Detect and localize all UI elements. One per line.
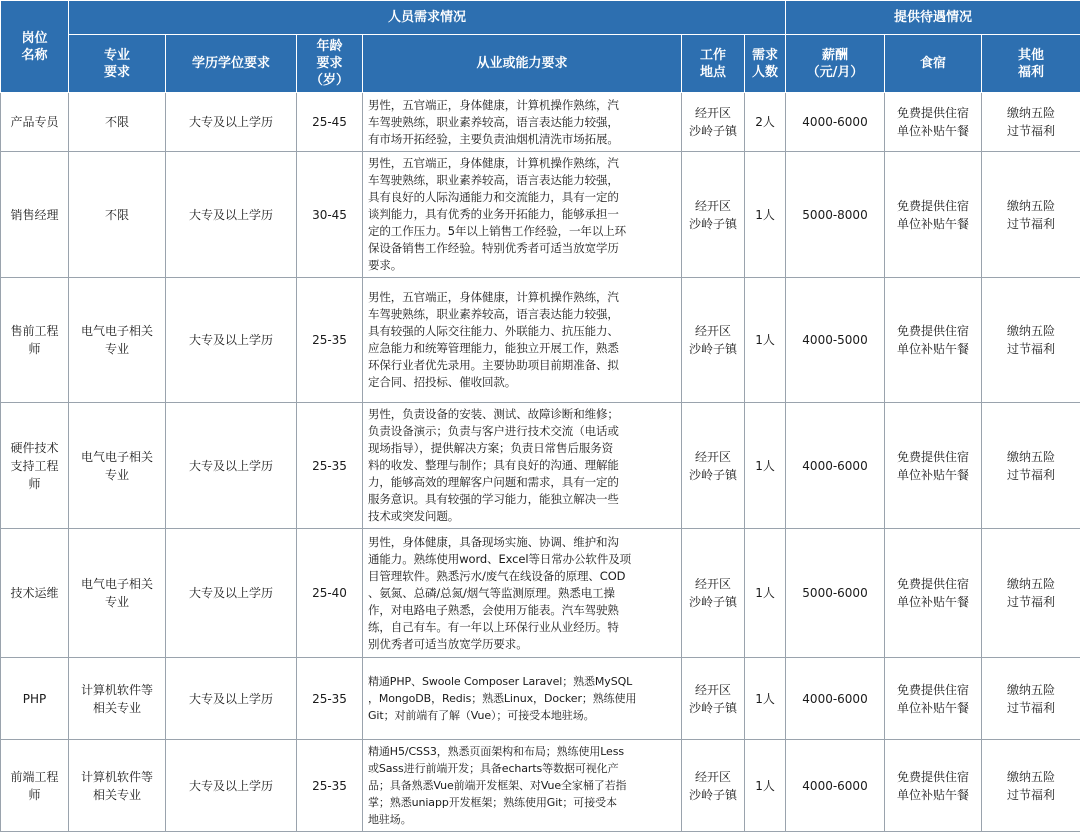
header-welfare: 其他 福利 (982, 35, 1080, 93)
welfare-cell: 缴纳五险 过节福利 (982, 529, 1080, 658)
degree-cell: 大专及以上学历 (166, 403, 297, 529)
degree-cell: 大专及以上学历 (166, 93, 297, 152)
welfare-cell: 缴纳五险 过节福利 (982, 278, 1080, 403)
major-cell: 不限 (69, 152, 166, 278)
header-position: 岗位 名称 (1, 1, 69, 93)
welfare-cell: 缴纳五险 过节福利 (982, 658, 1080, 740)
header-group-demand: 人员需求情况 (69, 1, 786, 35)
location-cell: 经开区 沙岭子镇 (682, 93, 745, 152)
table-row (1, 403, 1080, 529)
headcount-cell: 1人 (745, 658, 786, 740)
header-headcount: 需求 人数 (745, 35, 786, 93)
salary-cell: 4000-6000 (786, 403, 885, 529)
age-cell: 30-45 (297, 152, 363, 278)
salary-cell: 4000-6000 (786, 740, 885, 832)
headcount-cell: 1人 (745, 278, 786, 403)
table-row (1, 658, 1080, 740)
salary-cell: 4000-5000 (786, 278, 885, 403)
ability-cell: 男性，负责设备的安装、测试、故障诊断和维修； 负责设备演示；负责与客户进行技术交流（电话或 现场指导），提供解决方案；负责日常售后服务资 料的收发、整理与制作；具有良好的沟通、理解能 力，能够高效的理解客户问题和需求，具有一定的 服务意识。具有较强的学习能力，能独立解决一些 技术或突发问题。 (363, 403, 682, 529)
ability-cell: 精通H5/CSS3，熟悉页面架构和布局；熟练使用Less 或Sass进行前端开发；具备echarts等数据可视化产 品；具备熟悉Vue前端开发框架、对Vue全家桶了若指 掌；熟悉uniapp开发框架；熟练使用Git；可接受本 地驻场。 (363, 740, 682, 832)
degree-cell: 大专及以上学历 (166, 658, 297, 740)
welfare-cell: 缴纳五险 过节福利 (982, 403, 1080, 529)
age-cell: 25-40 (297, 529, 363, 658)
headcount-cell: 1人 (745, 740, 786, 832)
board-cell: 免费提供住宿 单位补贴午餐 (885, 152, 982, 278)
major-cell: 电气电子相关 专业 (69, 278, 166, 403)
header-degree: 学历学位要求 (166, 35, 297, 93)
age-cell: 25-35 (297, 740, 363, 832)
salary-cell: 4000-6000 (786, 658, 885, 740)
table-row (1, 152, 1080, 278)
salary-cell: 4000-6000 (786, 93, 885, 152)
header-major: 专业 要求 (69, 35, 166, 93)
ability-cell: 男性，五官端正，身体健康，计算机操作熟练，汽 车驾驶熟练，职业素养较高，语言表达能力较强， 具有良好的人际沟通能力和交流能力，具有一定的 谈判能力，具有优秀的业务开拓能力，能够承担一 定的工作压力。5年以上销售工作经验，一年以上环 保设备销售工作经验。特别优秀者可适当放宽学历 要求。 (363, 152, 682, 278)
degree-cell: 大专及以上学历 (166, 529, 297, 658)
headcount-cell: 1人 (745, 403, 786, 529)
welfare-cell: 缴纳五险 过节福利 (982, 740, 1080, 832)
degree-cell: 大专及以上学历 (166, 152, 297, 278)
header-location: 工作 地点 (682, 35, 745, 93)
salary-cell: 5000-6000 (786, 529, 885, 658)
header-age: 年龄 要求 （岁） (297, 35, 363, 93)
board-cell: 免费提供住宿 单位补贴午餐 (885, 403, 982, 529)
position-cell: 销售经理 (1, 152, 69, 278)
major-cell: 电气电子相关 专业 (69, 529, 166, 658)
table-row (1, 278, 1080, 403)
location-cell: 经开区 沙岭子镇 (682, 152, 745, 278)
position-cell: 售前工程 师 (1, 278, 69, 403)
age-cell: 25-35 (297, 403, 363, 529)
age-cell: 25-45 (297, 93, 363, 152)
welfare-cell: 缴纳五险 过节福利 (982, 93, 1080, 152)
board-cell: 免费提供住宿 单位补贴午餐 (885, 529, 982, 658)
ability-cell: 精通PHP、Swoole Composer Laravel；熟悉MySQL ，MongoDB，Redis；熟悉Linux，Docker；熟练使用 Git；对前端有了解（Vue）；可接受本地驻场。 (363, 658, 682, 740)
table-row (1, 93, 1080, 152)
board-cell: 免费提供住宿 单位补贴午餐 (885, 658, 982, 740)
welfare-cell: 缴纳五险 过节福利 (982, 152, 1080, 278)
position-cell: 硬件技术 支持工程 师 (1, 403, 69, 529)
ability-cell: 男性，五官端正，身体健康，计算机操作熟练，汽 车驾驶熟练，职业素养较高，语言表达能力较强， 具有较强的人际交往能力、外联能力、抗压能力、 应急能力和统筹管理能力，能独立开展工作，熟悉 环保行业者优先录用。主要协助项目前期准备、拟 定合同、招投标、催收回款。 (363, 278, 682, 403)
major-cell: 不限 (69, 93, 166, 152)
position-cell: 前端工程 师 (1, 740, 69, 832)
location-cell: 经开区 沙岭子镇 (682, 529, 745, 658)
major-cell: 计算机软件等 相关专业 (69, 740, 166, 832)
ability-cell: 男性，身体健康，具备现场实施、协调、维护和沟 通能力。熟练使用word、Excel等日常办公软件及项 目管理软件。熟悉污水/废气在线设备的原理、COD 、氨氮、总磷/总氮/烟气等监测原理。熟悉电工操 作，对电路电子熟悉，会使用万能表。汽车驾驶熟 练，自己有车。有一年以上环保行业从业经历。特 别优秀者可适当放宽学历要求。 (363, 529, 682, 658)
header-group-offer: 提供待遇情况 (786, 1, 1080, 35)
board-cell: 免费提供住宿 单位补贴午餐 (885, 93, 982, 152)
table-row (1, 529, 1080, 658)
age-cell: 25-35 (297, 658, 363, 740)
salary-cell: 5000-8000 (786, 152, 885, 278)
major-cell: 电气电子相关 专业 (69, 403, 166, 529)
position-cell: PHP (1, 658, 69, 740)
board-cell: 免费提供住宿 单位补贴午餐 (885, 278, 982, 403)
location-cell: 经开区 沙岭子镇 (682, 658, 745, 740)
degree-cell: 大专及以上学历 (166, 278, 297, 403)
headcount-cell: 1人 (745, 529, 786, 658)
header-board: 食宿 (885, 35, 982, 93)
position-cell: 技术运维 (1, 529, 69, 658)
major-cell: 计算机软件等 相关专业 (69, 658, 166, 740)
age-cell: 25-35 (297, 278, 363, 403)
location-cell: 经开区 沙岭子镇 (682, 740, 745, 832)
location-cell: 经开区 沙岭子镇 (682, 278, 745, 403)
header-salary: 薪酬 （元/月） (786, 35, 885, 93)
location-cell: 经开区 沙岭子镇 (682, 403, 745, 529)
degree-cell: 大专及以上学历 (166, 740, 297, 832)
ability-cell: 男性，五官端正，身体健康，计算机操作熟练，汽 车驾驶熟练，职业素养较高，语言表达能力较强， 有市场开拓经验，主要负责油烟机清洗市场拓展。 (363, 93, 682, 152)
header-ability: 从业或能力要求 (363, 35, 682, 93)
table-row (1, 740, 1080, 832)
board-cell: 免费提供住宿 单位补贴午餐 (885, 740, 982, 832)
headcount-cell: 1人 (745, 152, 786, 278)
position-cell: 产品专员 (1, 93, 69, 152)
headcount-cell: 2人 (745, 93, 786, 152)
